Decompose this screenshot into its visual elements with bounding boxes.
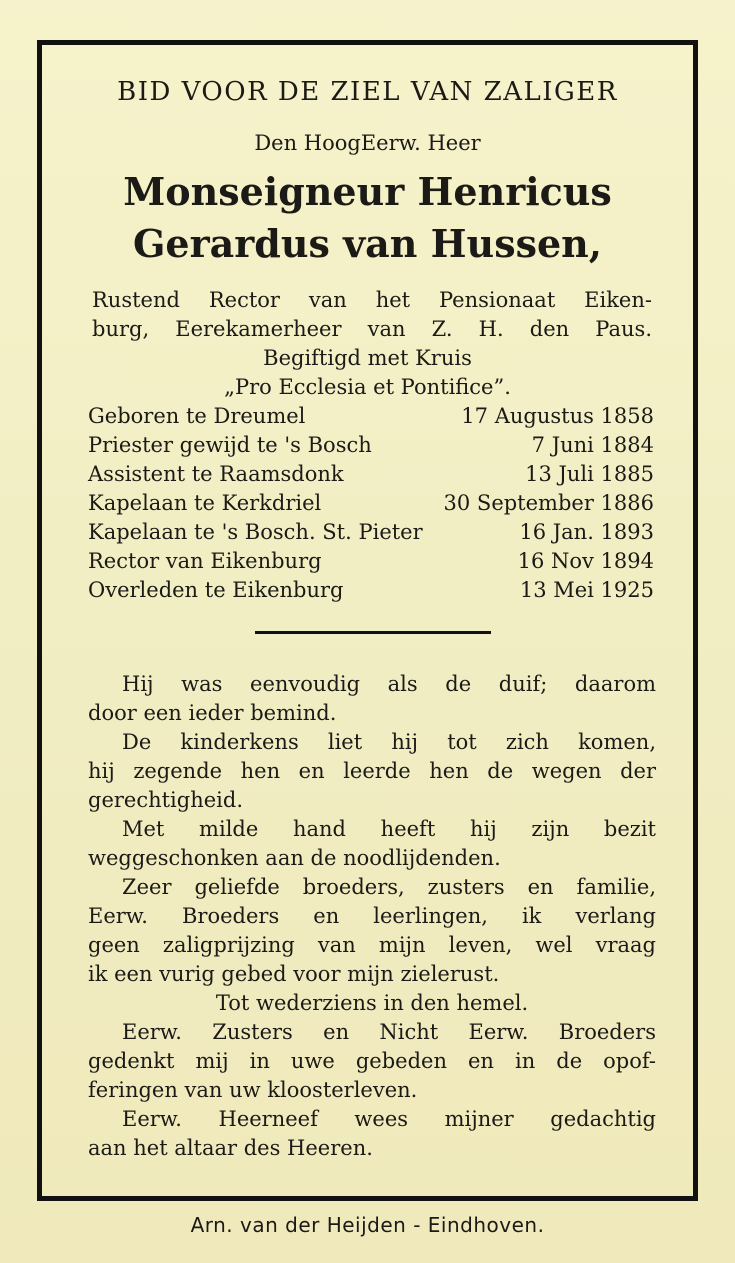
event-place: Kapelaan te Kerkdriel [88, 491, 322, 515]
event-date: 7 Juni 1884 [531, 433, 654, 457]
text-line: geen zaligprijzing van mijn leven, wel vraag [88, 933, 656, 957]
life-event-row [88, 404, 654, 428]
life-event-row [88, 520, 654, 544]
text-line: weggeschonken aan de noodlijdenden. [88, 846, 501, 870]
event-date: 30 September 1886 [443, 491, 654, 515]
event-date: 16 Jan. 1893 [519, 520, 654, 544]
text-line: gerechtigheid. [88, 788, 244, 812]
text-line: Eerw. Broeders en leerlingen, ik verlang [88, 904, 656, 928]
text-line: hij zegende hen en leerde hen de wegen der [88, 759, 656, 783]
life-event-row [88, 462, 654, 486]
text-line: door een ieder bemind. [88, 701, 337, 725]
black-border-frame [37, 40, 698, 1201]
text-line: Eerw. Heerneef wees mijner gedachtig [122, 1107, 656, 1131]
name-line-2: Gerardus van Hussen, [132, 221, 603, 266]
description-line: Rustend Rector van het Pensionaat Eiken- [92, 288, 652, 312]
description-line: „Pro Ecclesia et Pontifice”. [224, 375, 511, 399]
text-line: De kinderkens liet hij tot zich komen, [122, 730, 656, 754]
event-place: Rector van Eikenburg [88, 549, 322, 573]
description-line: burg, Eerekamerheer van Z. H. den Paus. [92, 317, 652, 341]
life-event-row [88, 549, 654, 573]
name-line-1: Monseigneur Henricus [123, 169, 612, 214]
event-place: Assistent te Raamsdonk [88, 462, 344, 486]
header-title: BID VOOR DE ZIEL VAN ZALIGER [117, 77, 618, 107]
event-place: Kapelaan te 's Bosch. St. Pieter [88, 520, 423, 544]
event-date: 16 Nov 1894 [517, 549, 654, 573]
description-line: Begiftigd met Kruis [263, 346, 472, 370]
event-date: 13 Juli 1885 [525, 462, 654, 486]
life-event-row [88, 433, 654, 457]
text-line: Hij was eenvoudig als de duif; daarom [122, 672, 656, 696]
life-event-row [88, 578, 654, 602]
honorific: Den HoogEerw. Heer [254, 131, 481, 155]
event-date: 17 Augustus 1858 [461, 404, 654, 428]
life-event-row [88, 491, 654, 515]
event-place: Overleden te Eikenburg [88, 578, 344, 602]
text-line: Eerw. Zusters en Nicht Eerw. Broeders [122, 1020, 656, 1044]
text-line: Zeer geliefde broeders, zusters en familie, [122, 875, 656, 899]
text-line: Tot wederziens in den hemel. [215, 991, 529, 1015]
text-line: feringen van uw kloosterleven. [88, 1078, 418, 1102]
printer-credit: Arn. van der Heijden - Eindhoven. [190, 1213, 545, 1237]
text-line: ik een vurig gebed voor mijn zielerust. [88, 962, 500, 986]
divider-rule [255, 631, 491, 634]
event-place: Geboren te Dreumel [88, 404, 306, 428]
text-line: gedenkt mij in uwe gebeden en in de opof- [88, 1049, 656, 1073]
event-date: 13 Mei 1925 [519, 578, 654, 602]
text-line: aan het altaar des Heeren. [88, 1136, 373, 1160]
event-place: Priester gewijd te 's Bosch [88, 433, 372, 457]
text-line: Met milde hand heeft hij zijn bezit [122, 817, 656, 841]
